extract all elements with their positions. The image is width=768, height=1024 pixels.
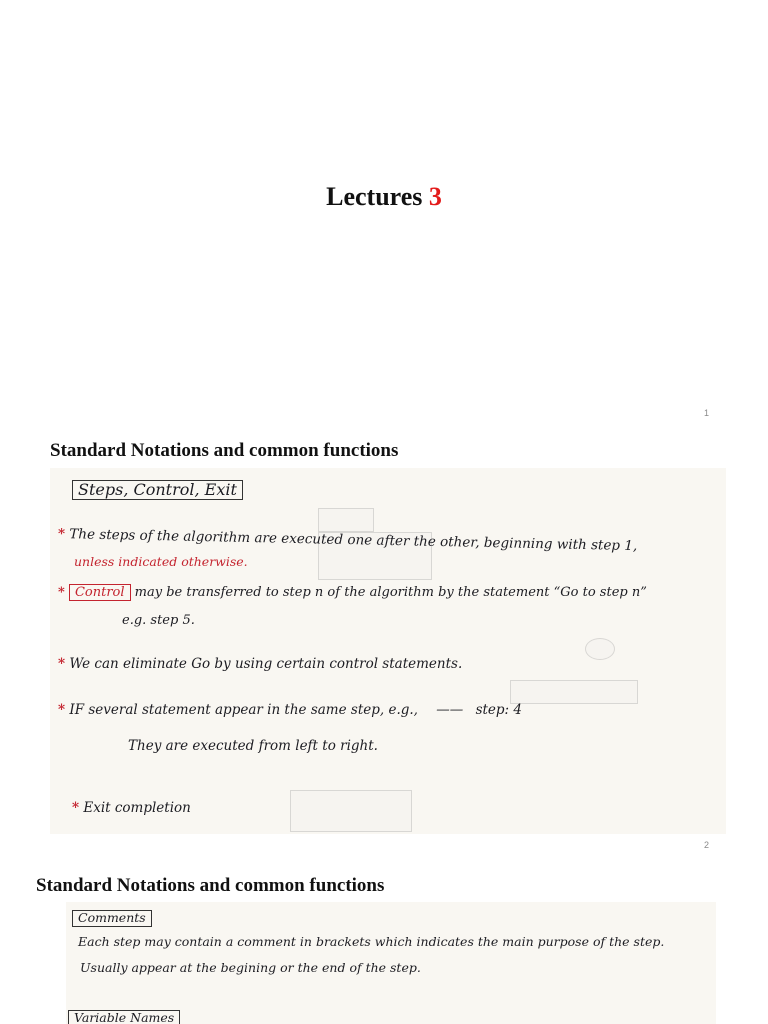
note-line-2b: e.g. step 5. (122, 613, 195, 628)
note-line-1b: unless indicated otherwise. (74, 554, 248, 569)
notes-box-steps-control-exit (72, 480, 243, 500)
faint-diagram-box (510, 680, 638, 704)
notes-box-label: Steps, Control, Exit (72, 480, 243, 500)
slide3-heading: Standard Notations and common functions (36, 875, 385, 896)
comments-box (72, 910, 152, 927)
star-bullet: * (58, 585, 65, 600)
note-line-2-text: may be transferred to step n of the algorithm by the statement “Go to step n” (134, 585, 647, 600)
slide3-handwritten-notes (66, 902, 716, 1024)
lecture-number: 3 (428, 182, 442, 211)
star-bullet: * (58, 656, 66, 672)
note-line-4-step: step: 4 (475, 702, 522, 718)
lecture-title (0, 182, 768, 212)
note-line-4-text: IF several statement appear in the same step, e.g., (69, 702, 418, 718)
variable-names-box-label: Variable Names (68, 1010, 180, 1024)
comments-line-1: Each step may contain a comment in brackets which indicates the main purpose of the step. (78, 934, 665, 949)
faint-diagram-box (318, 508, 374, 532)
note-line-4 (58, 704, 522, 718)
note-line-5 (72, 802, 191, 816)
slide2-handwritten-notes (50, 468, 726, 834)
faint-diagram-box (290, 790, 412, 832)
lecture-title-text: Lectures (326, 182, 423, 211)
note-line-1-text: The steps of the algorithm are executed one after the other, beginning with step 1, (69, 526, 638, 555)
note-line-3 (58, 658, 462, 672)
star-bullet: * (58, 702, 66, 718)
slide2-heading: Standard Notations and common functions (50, 440, 399, 461)
note-line-2 (58, 584, 647, 601)
comments-line-1b: Usually appear at the begining or the end of the step. (80, 960, 421, 975)
note-line-5-text: Exit completion (83, 800, 191, 816)
star-bullet: * (72, 800, 80, 816)
comments-box-label: Comments (72, 910, 152, 927)
page-number-2: 2 (704, 840, 710, 850)
star-bullet: * (57, 526, 66, 543)
variable-names-box (68, 1010, 180, 1024)
note-line-3-text: We can eliminate Go by using certain control statements. (69, 656, 463, 672)
faint-diagram-oval (585, 638, 615, 660)
note-line-4b: They are executed from left to right. (128, 738, 378, 754)
note-line-4-blank: —— (436, 702, 464, 718)
control-box: Control (69, 584, 131, 601)
page-number-1: 1 (704, 408, 710, 418)
